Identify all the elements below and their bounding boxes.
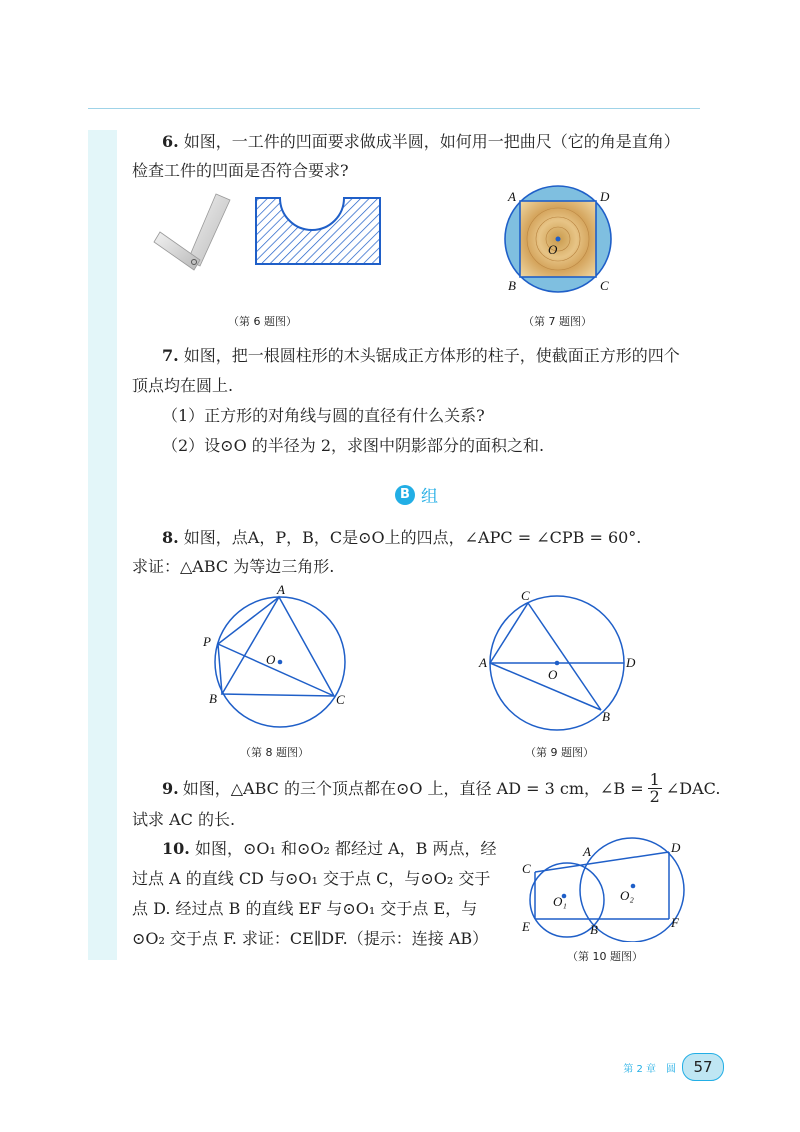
group-b-text: 组	[421, 487, 438, 507]
problem-8-number: 8.	[162, 528, 179, 547]
fig10-label-D: D	[671, 840, 681, 855]
group-b-badge: B	[395, 485, 415, 505]
figure-6-caption: （第 6 题图）	[228, 315, 297, 328]
figure-10-caption: （第 10 题图）	[567, 950, 643, 963]
fig9-label-D: D	[626, 655, 636, 670]
problem-8-text1: 如图，点A，P，B，C是⊙O上的四点，∠APC = ∠CPB = 60°.	[183, 528, 642, 547]
fig10-label-O1: O₁	[553, 894, 567, 909]
fig7-label-C: C	[600, 278, 609, 293]
fig10-label-F: F	[671, 915, 679, 930]
fig7-label-B: B	[508, 278, 516, 293]
fig8-label-O: O	[266, 652, 276, 667]
problem-7-q2: （2）设⊙O 的半径为 2，求图中阴影部分的面积之和.	[162, 436, 545, 455]
figure-6	[150, 188, 390, 278]
problem-9-fraction	[648, 772, 662, 805]
center-point	[556, 237, 561, 242]
problem-6-text1: 如图，一工件的凹面要求做成半圆，如何用一把曲尺（它的角是直角）	[183, 132, 680, 151]
problem-10-line4: ⊙O₂ 交于点 F. 求证：CE∥DF.（提示：连接 AB）	[132, 929, 489, 948]
problem-8-line1	[162, 522, 641, 553]
problem-9-line1	[162, 772, 720, 805]
try-square-icon	[154, 194, 230, 270]
fig9-label-O: O	[548, 667, 558, 682]
fig10-label-A: A	[583, 844, 591, 859]
problem-6-line1	[162, 126, 680, 157]
figure-9-caption: （第 9 题图）	[525, 746, 594, 759]
problem-8-line2: 求证：△ABC 为等边三角形.	[132, 557, 335, 576]
figure-8-caption: （第 8 题图）	[240, 746, 309, 759]
fig8-label-C: C	[336, 692, 345, 707]
figure-10	[515, 830, 695, 942]
fig8-label-B: B	[209, 691, 217, 706]
problem-10-text1: 如图，⊙O₁ 和⊙O₂ 都经过 A，B 两点，经	[194, 839, 497, 858]
fig8-label-A: A	[277, 582, 285, 597]
fig7-label-O: O	[548, 242, 558, 257]
problem-6-line2: 检查工件的凹面是否符合要求?	[132, 161, 349, 180]
top-rule	[88, 108, 700, 109]
side-band	[88, 130, 117, 960]
problem-9-line2: 试求 AC 的长.	[132, 810, 236, 829]
figure-7	[496, 183, 620, 295]
problem-10-line2: 过点 A 的直线 CD 与⊙O₁ 交于点 C，与⊙O₂ 交于	[132, 869, 491, 888]
problem-9-text1: 如图，△ABC 的三个顶点都在⊙O 上，直径 AD = 3 cm，∠B =	[182, 779, 644, 798]
fraction-numerator: 1	[649, 770, 660, 789]
figure-9	[478, 588, 638, 738]
problem-7-number: 7.	[162, 346, 179, 365]
fig9-label-B: B	[602, 709, 610, 724]
problem-6-number: 6.	[162, 132, 179, 151]
problem-7-line2: 顶点均在圆上.	[132, 376, 234, 395]
problem-7-q1: （1）正方形的对角线与圆的直径有什么关系?	[162, 406, 485, 425]
fig10-label-E: E	[522, 919, 530, 934]
fig10-label-B: B	[590, 922, 598, 937]
fig10-label-C: C	[522, 861, 531, 876]
problem-9-text1-end: ∠DAC.	[665, 779, 721, 798]
fig10-label-O2: O₂	[620, 888, 634, 903]
page-footer	[623, 1053, 724, 1081]
workpiece-shape	[256, 198, 380, 264]
figure-7-caption: （第 7 题图）	[523, 315, 592, 328]
problem-10-number: 10.	[162, 839, 190, 858]
problem-9-number: 9.	[162, 779, 179, 798]
fig8-label-P: P	[203, 634, 211, 649]
footer-chapter: 第 2 章 圆	[623, 1063, 676, 1075]
figure-8	[198, 582, 358, 740]
fig7-label-D: D	[600, 189, 610, 204]
problem-10-line3: 点 D. 经过点 B 的直线 EF 与⊙O₁ 交于点 E，与	[132, 899, 478, 918]
fig9-label-A: A	[479, 655, 487, 670]
fig7-label-A: A	[508, 189, 516, 204]
problem-10-line1	[162, 833, 496, 864]
fraction-denominator: 2	[649, 787, 660, 806]
problem-7-text1: 如图，把一根圆柱形的木头锯成正方体形的柱子，使截面正方形的四个	[183, 346, 680, 365]
page-number: 57	[682, 1053, 724, 1081]
group-b-heading	[395, 482, 438, 507]
problem-7-line1	[162, 340, 680, 371]
fig9-label-C: C	[521, 588, 530, 603]
